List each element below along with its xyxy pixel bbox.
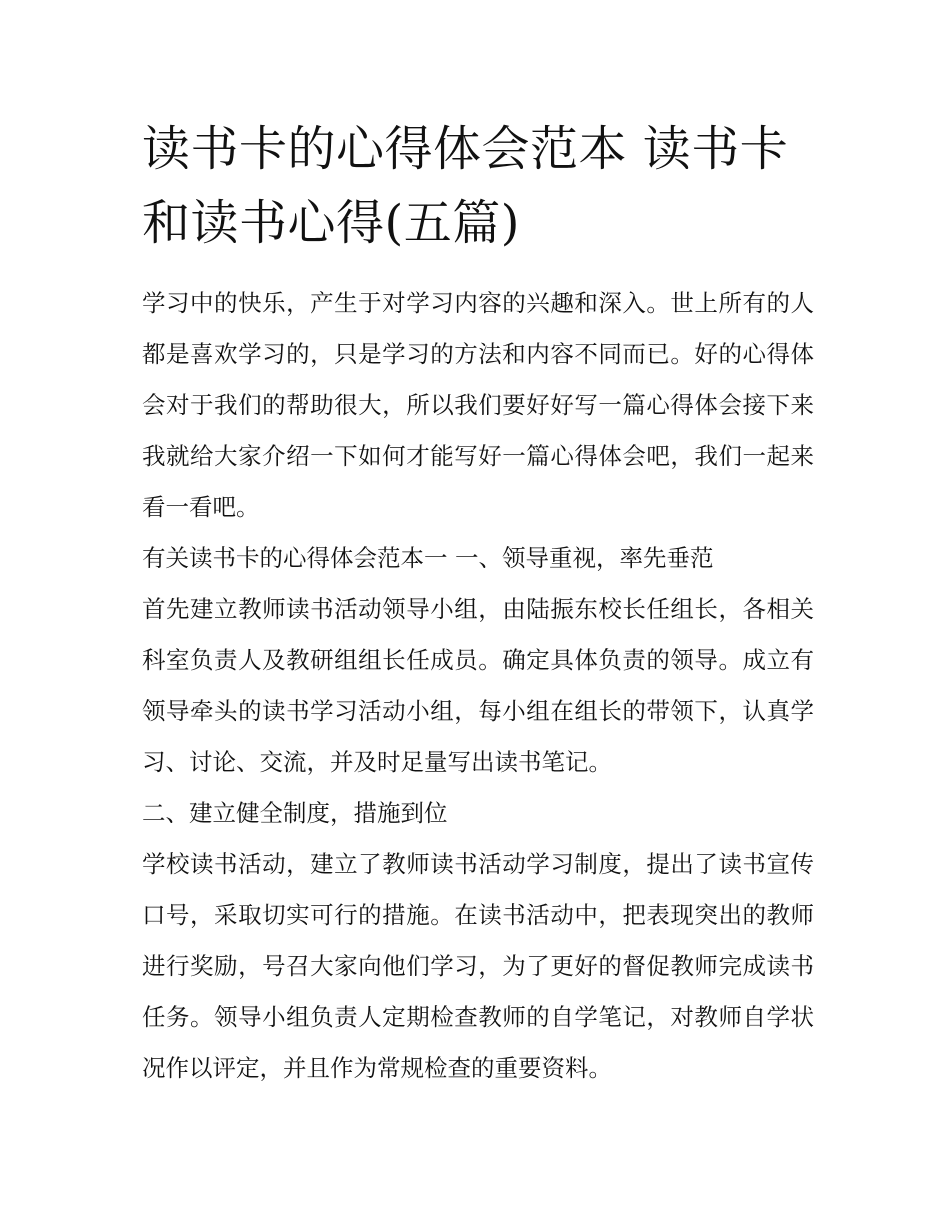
document-title: 读书卡的心得体会范本 读书卡和读书心得(五篇) [142,121,789,251]
intro-paragraph: 学习中的快乐，产生于对学习内容的兴趣和深入。世上所有的人都是喜欢学习的，只是学习的方法和内容不同而已。好的心得体会对于我们的帮助很大，所以我们要好好写一篇心得体会接下来我就给大家介绍一下如何才能写好一篇心得体会吧，我们一起来看一看吧。 [142,289,814,521]
document-page [142,112,814,1094]
section-heading-one: 有关读书卡的心得体会范本一 一、领导重视，率先垂范 [142,544,714,572]
body-paragraph: 首先建立教师读书活动领导小组，由陆振东校长任组长，各相关科室负责人及教研组组长任成员。确定具体负责的领导。成立有领导牵头的读书学习活动小组，每小组在组长的带领下，认真学习、讨论、交流，并及时足量写出读书笔记。 [142,595,814,776]
body-paragraph: 学校读书活动，建立了教师读书活动学习制度，提出了读书宣传口号，采取切实可行的措施。在读书活动中，把表现突出的教师进行奖励，号召大家向他们学习，为了更好的督促教师完成读书任务。领导小组负责人定期检查教师的自学笔记，对教师自学状况作以评定，并且作为常规检查的重要资料。 [142,850,814,1082]
section-heading-two: 二、建立健全制度，措施到位 [142,799,448,827]
